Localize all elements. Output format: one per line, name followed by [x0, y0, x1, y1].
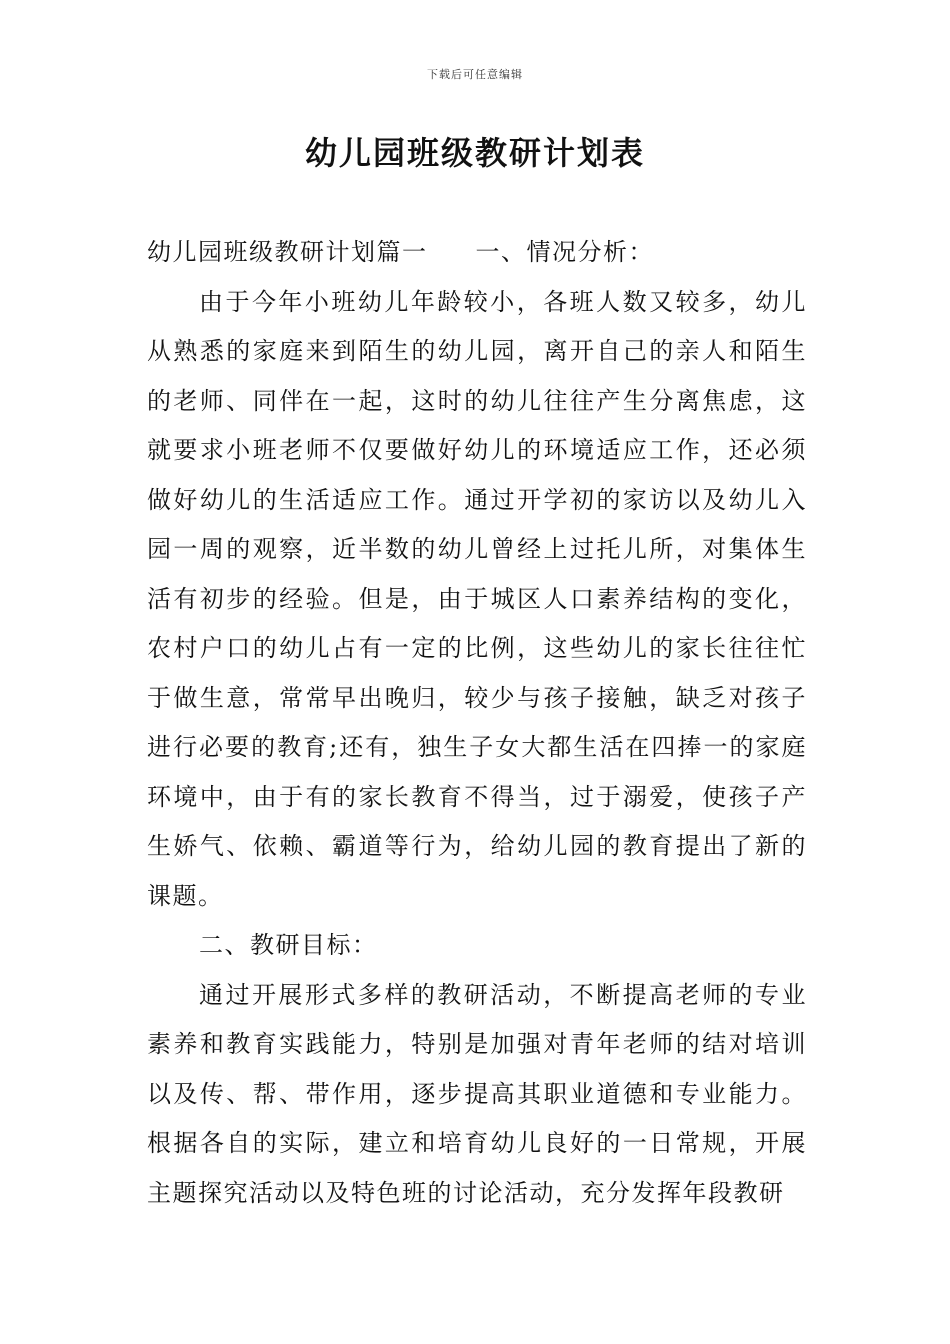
intro-lead: 幼儿园班级教研计划篇一 — [147, 238, 428, 266]
intro-line — [147, 228, 807, 278]
document-title: 幼儿园班级教研计划表 — [304, 134, 645, 172]
document-body — [147, 228, 807, 1218]
section-heading-goals: 二、教研目标： — [199, 931, 378, 959]
header-note: 下载后可任意编辑 — [427, 68, 523, 81]
paragraph-goals: 通过开展形式多样的教研活动，不断提高老师的专业素养和教育实践能力，特别是加强对青年老师的结对培训以及传、帮、带作用，逐步提高其职业道德和专业能力。根据各自的实际，建立和培育幼儿良好的一日常规，开展主题探究活动以及特色班的讨论活动，充分发挥年段教研 — [147, 980, 807, 1207]
section-heading-analysis: 一、情况分析： — [475, 238, 654, 266]
paragraph-analysis: 由于今年小班幼儿年龄较小，各班人数又较多，幼儿从熟悉的家庭来到陌生的幼儿园，离开自己的亲人和陌生的老师、同伴在一起，这时的幼儿往往产生分离焦虑，这就要求小班老师不仅要做好幼儿的环境适应工作，还必须做好幼儿的生活适应工作。通过开学初的家访以及幼儿入园一周的观察，近半数的幼儿曾经上过托儿所，对集体生活有初步的经验。但是，由于城区人口素养结构的变化，农村户口的幼儿占有一定的比例，这些幼儿的家长往往忙于做生意，常常早出晚归，较少与孩子接触，缺乏对孩子进行必要的教育;还有，独生子女大都生活在四捧一的家庭环境中，由于有的家长教育不得当，过于溺爱，使孩子产生娇气、依赖、霸道等行为，给幼儿园的教育提出了新的课题。 — [147, 287, 807, 910]
